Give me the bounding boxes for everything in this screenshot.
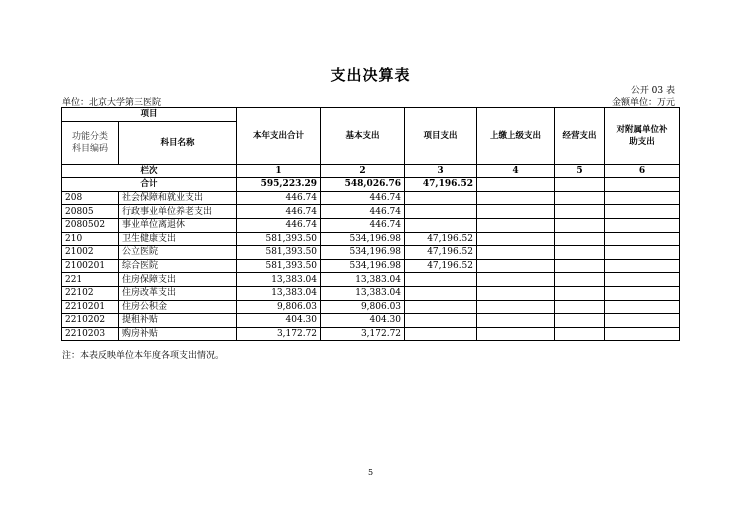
row-col-1: 13,383.04: [237, 286, 321, 300]
row-col-3: [405, 191, 477, 205]
row-col-3: [405, 273, 477, 287]
row-name: 社会保障和就业支出: [119, 191, 237, 205]
table-row: [62, 246, 680, 260]
header-func-code: 功能分类科目编码: [62, 121, 119, 164]
row-col-4: [477, 286, 555, 300]
index-6: 6: [605, 164, 680, 178]
row-col-5: [555, 259, 605, 273]
header-col-5: 经营支出: [555, 108, 605, 165]
total-row: [62, 178, 680, 192]
row-col-1: 581,393.50: [237, 259, 321, 273]
row-code: 21002: [62, 246, 119, 260]
row-col-6: [605, 300, 680, 314]
index-5: 5: [555, 164, 605, 178]
index-1: 1: [237, 164, 321, 178]
row-col-3: [405, 314, 477, 328]
table-row: [62, 273, 680, 287]
footnote: 注：本表反映单位本年度各项支出情况。: [62, 351, 225, 361]
row-col-6: [605, 273, 680, 287]
row-col-4: [477, 205, 555, 219]
row-col-1: 13,383.04: [237, 273, 321, 287]
row-col-5: [555, 314, 605, 328]
row-col-6: [605, 218, 680, 232]
row-col-4: [477, 314, 555, 328]
row-col-3: 47,196.52: [405, 259, 477, 273]
row-col-5: [555, 300, 605, 314]
row-col-2: 446.74: [321, 191, 405, 205]
row-col-4: [477, 273, 555, 287]
row-name: 卫生健康支出: [119, 232, 237, 246]
header-col-2: 基本支出: [321, 108, 405, 165]
total-label: 合计: [62, 178, 237, 192]
row-col-2: 446.74: [321, 205, 405, 219]
row-col-1: 9,806.03: [237, 300, 321, 314]
form-number: 公开 03 表: [630, 86, 675, 96]
row-col-4: [477, 259, 555, 273]
row-col-2: 404.30: [321, 314, 405, 328]
row-col-6: [605, 259, 680, 273]
row-col-2: 446.74: [321, 218, 405, 232]
row-name: 事业单位离退休: [119, 218, 237, 232]
row-col-1: 581,393.50: [237, 246, 321, 260]
reporting-unit: 单位：北京大学第三医院: [62, 98, 162, 108]
table-row: [62, 286, 680, 300]
data-rows: [62, 191, 680, 341]
total-col-1: 595,223.29: [237, 178, 321, 192]
row-col-6: [605, 191, 680, 205]
row-col-4: [477, 327, 555, 341]
row-code: 22102: [62, 286, 119, 300]
row-col-6: [605, 232, 680, 246]
row-col-6: [605, 205, 680, 219]
row-col-5: [555, 286, 605, 300]
row-col-1: 446.74: [237, 218, 321, 232]
row-col-3: 47,196.52: [405, 232, 477, 246]
row-code: 2210202: [62, 314, 119, 328]
currency-unit: 金额单位：万元: [611, 98, 675, 108]
row-col-2: 534,196.98: [321, 259, 405, 273]
row-code: 221: [62, 273, 119, 287]
row-col-5: [555, 327, 605, 341]
row-col-4: [477, 300, 555, 314]
row-col-1: 581,393.50: [237, 232, 321, 246]
expenditure-table: [61, 107, 680, 341]
row-code: 20805: [62, 205, 119, 219]
table-row: [62, 327, 680, 341]
row-col-6: [605, 327, 680, 341]
row-col-6: [605, 286, 680, 300]
row-name: 提租补贴: [119, 314, 237, 328]
row-col-2: 9,806.03: [321, 300, 405, 314]
row-col-5: [555, 218, 605, 232]
index-2: 2: [321, 164, 405, 178]
row-name: 公立医院: [119, 246, 237, 260]
page-number: 5: [367, 468, 374, 477]
row-col-2: 3,172.72: [321, 327, 405, 341]
total-col-3: 47,196.52: [405, 178, 477, 192]
table-row: [62, 314, 680, 328]
row-col-3: [405, 286, 477, 300]
row-col-4: [477, 232, 555, 246]
row-code: 208: [62, 191, 119, 205]
row-name: 住房保障支出: [119, 273, 237, 287]
row-col-2: 534,196.98: [321, 246, 405, 260]
header-col-3: 项目支出: [405, 108, 477, 165]
row-code: 2210201: [62, 300, 119, 314]
header-col-6: 对附属单位补助支出: [605, 108, 680, 165]
row-col-1: 3,172.72: [237, 327, 321, 341]
table-row: [62, 259, 680, 273]
row-col-6: [605, 314, 680, 328]
row-col-4: [477, 246, 555, 260]
row-col-2: 534,196.98: [321, 232, 405, 246]
row-name: 行政事业单位养老支出: [119, 205, 237, 219]
header-col-4: 上缴上级支出: [477, 108, 555, 165]
table-row: [62, 191, 680, 205]
row-name: 住房公积金: [119, 300, 237, 314]
row-name: 综合医院: [119, 259, 237, 273]
table-row: [62, 205, 680, 219]
total-col-4: [477, 178, 555, 192]
row-col-4: [477, 218, 555, 232]
row-col-5: [555, 246, 605, 260]
row-code: 2080502: [62, 218, 119, 232]
row-col-2: 13,383.04: [321, 273, 405, 287]
row-name: 购房补贴: [119, 327, 237, 341]
row-col-1: 446.74: [237, 205, 321, 219]
row-col-2: 13,383.04: [321, 286, 405, 300]
total-col-2: 548,026.76: [321, 178, 405, 192]
row-col-3: [405, 327, 477, 341]
row-name: 住房改革支出: [119, 286, 237, 300]
index-label: 栏次: [62, 164, 237, 178]
header-row-1: [62, 108, 680, 122]
table-row: [62, 300, 680, 314]
index-4: 4: [477, 164, 555, 178]
row-col-3: [405, 300, 477, 314]
header-col-1: 本年支出合计: [237, 108, 321, 165]
table-row: [62, 218, 680, 232]
row-col-3: [405, 218, 477, 232]
total-col-5: [555, 178, 605, 192]
total-col-6: [605, 178, 680, 192]
row-col-1: 404.30: [237, 314, 321, 328]
row-code: 2210203: [62, 327, 119, 341]
header-project: 项目: [62, 108, 237, 122]
header-subject-name: 科目名称: [119, 121, 237, 164]
row-col-3: 47,196.52: [405, 246, 477, 260]
row-col-1: 446.74: [237, 191, 321, 205]
row-code: 2100201: [62, 259, 119, 273]
index-row: [62, 164, 680, 178]
row-col-6: [605, 246, 680, 260]
row-col-5: [555, 232, 605, 246]
row-col-4: [477, 191, 555, 205]
row-col-3: [405, 205, 477, 219]
row-col-5: [555, 191, 605, 205]
row-col-5: [555, 273, 605, 287]
index-3: 3: [405, 164, 477, 178]
page-title: 支出决算表: [330, 66, 411, 84]
table-row: [62, 232, 680, 246]
row-col-5: [555, 205, 605, 219]
row-code: 210: [62, 232, 119, 246]
